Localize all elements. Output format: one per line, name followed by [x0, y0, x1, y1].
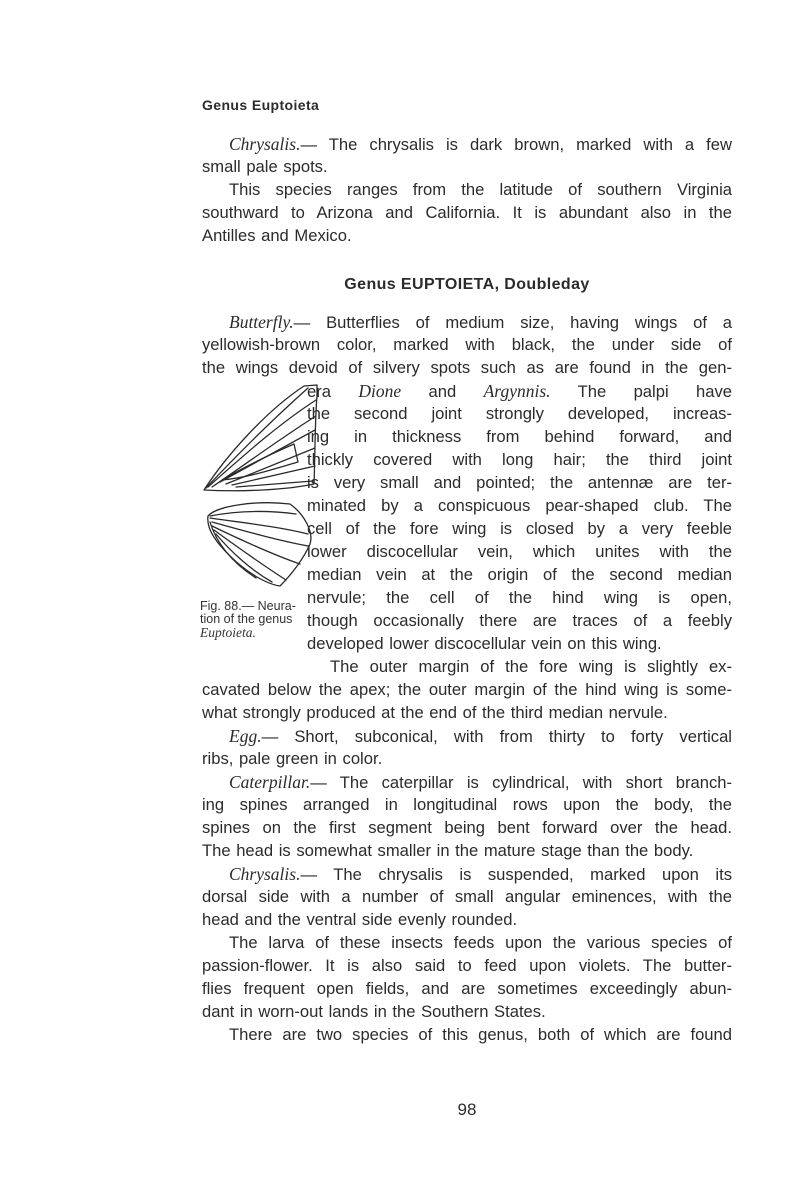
text-line: cell of the fore wing is closed by a very feeble	[307, 519, 732, 538]
text-line: the wings devoid of silvery spots such as are found in the gen-	[202, 358, 732, 377]
fore-wing-vein	[206, 388, 308, 488]
text-line: ing spines arranged in longitudinal rows upon the body, the	[202, 795, 732, 814]
hind-wing-vein	[210, 522, 256, 578]
text-line: flies frequent open fields, and are sometimes exceedingly abun-	[202, 979, 732, 998]
text-line: what strongly produced at the end of the third median nervule.	[202, 703, 668, 722]
text-line: Caterpillar.— The caterpillar is cylindrical, with short branch-	[229, 772, 732, 792]
text-line: The head is somewhat smaller in the mature stage than the body.	[202, 841, 694, 860]
text-line: developed lower discocellular vein on this wing.	[307, 634, 662, 653]
text-line: Egg.— Short, subconical, with from thirty to forty vertical	[229, 726, 732, 746]
text-line: passion-flower. It is also said to feed upon violets. The butter-	[202, 956, 732, 975]
page-number: 98	[457, 1100, 477, 1119]
text-line: ing in thickness from behind forward, and	[307, 427, 732, 446]
text-line: spines on the first segment being bent forward over the head.	[202, 818, 732, 837]
text-line: small pale spots.	[202, 157, 328, 176]
text-line: ribs, pale green in color.	[202, 749, 383, 768]
text-line: dorsal side with a number of small angular eminences, with the	[202, 887, 732, 906]
running-head: Genus Euptoieta	[202, 97, 320, 113]
paragraph-lead: Caterpillar.	[229, 772, 311, 792]
text-line: Antilles and Mexico.	[202, 226, 352, 245]
caption-line: Euptoieta.	[200, 625, 256, 640]
text-line: Chrysalis.— The chrysalis is dark brown, marked with a few	[229, 134, 732, 154]
section-heading: Genus EUPTOIETA, Doubleday	[344, 276, 590, 293]
text-line: though occasionally there are traces of a feebly	[307, 611, 732, 630]
text-line: minated by a conspicuous pear-shaped club. The	[307, 496, 732, 515]
wing-neuration-figure	[196, 366, 326, 596]
text-line: The outer margin of the fore wing is slightly ex-	[330, 657, 732, 676]
text-line: the second joint strongly developed, increas-	[307, 404, 732, 423]
text-line: southward to Arizona and California. It is abundant also in the	[202, 203, 732, 222]
text-line: cavated below the apex; the outer margin of the hind wing is some-	[202, 680, 732, 699]
text-line: thickly covered with long hair; the third joint	[307, 450, 732, 469]
text-line: yellowish-brown color, marked with black, the under side of	[202, 335, 732, 354]
text-line: Chrysalis.— The chrysalis is suspended, marked upon its	[229, 864, 732, 884]
text-line: dant in worn-out lands in the Southern States.	[202, 1002, 546, 1021]
text-line: The larva of these insects feeds upon the various species of	[229, 933, 732, 952]
text-line: nervule; the cell of the hind wing is open,	[307, 588, 732, 607]
text-line: This species ranges from the latitude of southern Virginia	[229, 180, 732, 199]
hind-wing-vein	[210, 512, 296, 516]
text-line: lower discocellular vein, which unites with the	[307, 542, 732, 561]
genus-name: Argynnis.	[483, 381, 551, 401]
text-line: median vein at the origin of the second median	[307, 565, 732, 584]
paragraph-lead: Butterfly.	[229, 312, 294, 332]
fore-wing-vein	[208, 400, 316, 487]
text-line: head and the ventral side evenly rounded.	[202, 910, 518, 929]
caption-line: Fig. 88.— Neura-	[200, 599, 296, 613]
text-line: Butterfly.— Butterflies of medium size, having wings of a	[229, 312, 732, 332]
genus-name: Dione	[358, 381, 402, 401]
text-line: era Dione and Argynnis. The palpi have	[307, 381, 733, 401]
text-line: is very small and pointed; the antennæ are ter-	[307, 473, 732, 492]
text-line: There are two species of this genus, both of which are found	[229, 1025, 732, 1044]
paragraph-lead: Chrysalis.	[229, 134, 301, 154]
caption-line: tion of the genus	[200, 612, 293, 626]
paragraph-lead: Chrysalis.	[229, 864, 301, 884]
figure-caption	[200, 600, 324, 639]
paragraph-lead: Egg.	[229, 726, 262, 746]
